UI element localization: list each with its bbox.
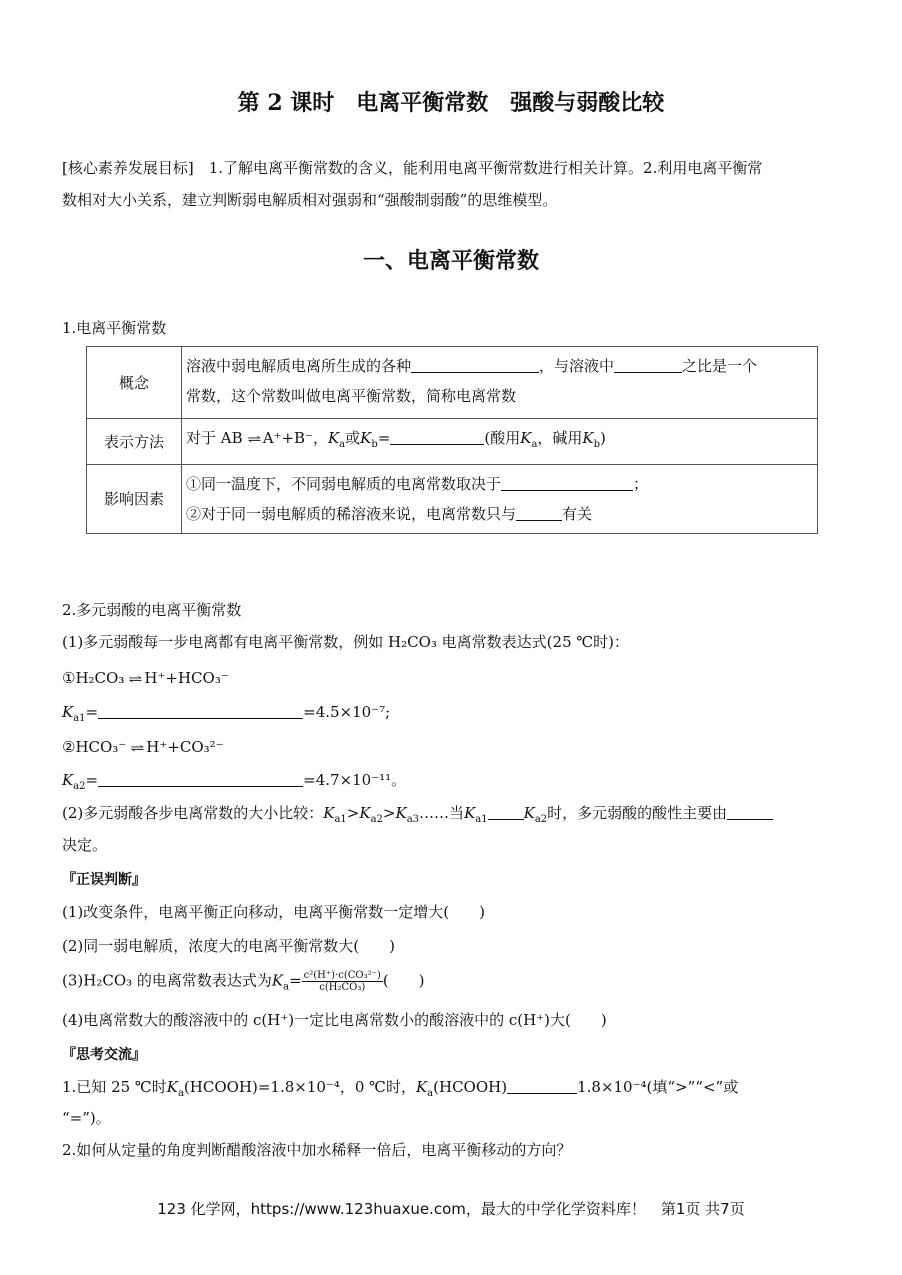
ka-symbol: K: [520, 429, 532, 447]
fill-blank[interactable]: [501, 475, 633, 491]
q3-equals: =: [289, 971, 302, 990]
p2-when: ……当: [419, 804, 465, 822]
equilibrium-arrow-icon: ⇌: [247, 432, 259, 446]
table-head-factors: 影响因素: [87, 465, 182, 534]
fill-blank[interactable]: [488, 804, 524, 820]
fraction-denominator: c(H₂CO₃): [319, 982, 366, 993]
section-title: 一、电离平衡常数: [362, 248, 539, 274]
fraction-numerator: c²(H⁺)·c(CO₃²⁻): [303, 970, 381, 981]
factor-text-2-end: 有关: [562, 505, 593, 523]
q1-text-a: 1.已知 25 ℃时: [62, 1078, 167, 1096]
gt-sign: >: [382, 804, 396, 822]
equation-2-right: H⁺+CO₃²⁻: [146, 738, 224, 756]
fill-blank[interactable]: [507, 1078, 577, 1094]
p2-mainly: 时，多元弱酸的酸性主要由: [547, 804, 728, 822]
p2-text: (2)多元弱酸各步电离常数的大小比较：: [62, 804, 324, 822]
factor-text-1: ①同一温度下，不同弱电解质的电离常数取决于: [186, 475, 502, 493]
equation-2: [62, 737, 224, 758]
concept-text-d: 常数，这个常数叫做电离平衡常数，简称电离常数: [186, 387, 517, 405]
expr-or: 或: [345, 429, 361, 447]
think-q1: [62, 1077, 738, 1104]
judge-q3: [62, 970, 425, 998]
think-q1-end: “=”)。: [62, 1109, 111, 1127]
ka-sub: a: [531, 439, 538, 450]
fill-blank[interactable]: [614, 357, 682, 373]
kb-sub: b: [593, 439, 601, 450]
item-2-heading: 2.多元弱酸的电离平衡常数: [62, 601, 242, 619]
fill-blank[interactable]: [390, 429, 484, 445]
k-symbol: K: [166, 1078, 178, 1096]
fraction: [302, 970, 383, 993]
q1-text-d: 1.8×10⁻⁴(填“>”“<”或: [577, 1078, 739, 1096]
expr-base: ，碱用: [537, 429, 583, 447]
equation-2-left: ②HCO₃⁻: [62, 738, 127, 756]
fill-blank[interactable]: [411, 357, 539, 373]
k-sub: a1: [334, 814, 347, 825]
kb-symbol: K: [582, 429, 594, 447]
ka1-line: [62, 702, 390, 729]
paragraph-2: [62, 803, 773, 830]
k-symbol: K: [271, 971, 284, 990]
judge-q4: (4)电离常数大的酸溶液中的 c(H⁺)一定比电离常数小的酸溶液中的 c(H⁺)大( ): [62, 1011, 607, 1029]
think-q2: 2.如何从定量的角度判断醋酸溶液中加水稀释一倍后，电离平衡移动的方向？: [62, 1141, 572, 1159]
concept-text-a: 溶液中弱电解质电离所生成的各种: [186, 357, 412, 375]
ka2-value: =4.7×10⁻¹¹。: [303, 771, 407, 789]
q1-text-c: (HCOOH): [433, 1078, 508, 1096]
k-sub: a2: [370, 814, 383, 825]
judge-q2: (2)同一弱电解质，浓度大的电离平衡常数大( ): [62, 937, 395, 955]
ka2-symbol: K: [62, 771, 74, 789]
table-row: [87, 465, 818, 534]
page-footer: 123 化学网，https://www.123huaxue.com，最大的中学化学资料库！ 第1页 共7页: [157, 1200, 745, 1218]
equation-1-right: H⁺+HCO₃⁻: [144, 669, 229, 687]
goals-tag: [核心素养发展目标]: [62, 159, 194, 177]
ka1-equals: =: [85, 703, 99, 721]
k-symbol: K: [415, 1078, 428, 1096]
judge-heading: 『正误判断』: [62, 872, 146, 888]
expr-close: ): [600, 429, 606, 447]
ka2-sub: a2: [73, 781, 86, 792]
paragraph-2-end: 决定。: [62, 836, 108, 854]
k-sub: a: [427, 1088, 434, 1099]
fill-blank[interactable]: [727, 804, 773, 820]
equilibrium-arrow-icon: ⇌: [130, 741, 142, 755]
expr-text: 对于 AB: [186, 429, 243, 447]
table-row: [87, 347, 818, 419]
goals-line-1: [62, 158, 762, 178]
factor-text-2: ②对于同一弱电解质的稀溶液来说，电离常数只与: [186, 505, 517, 523]
ka1-value: =4.5×10⁻⁷;: [303, 703, 391, 721]
paragraph-1: (1)多元弱酸每一步电离都有电离平衡常数，例如 H₂CO₃ 电离常数表达式(25 ℃时)：: [62, 633, 630, 651]
k-symbol: K: [323, 804, 335, 822]
k-sub: a1: [475, 814, 488, 825]
table-cell-expression: [182, 419, 818, 465]
kb-sub: b: [371, 439, 378, 450]
expr-acid: (酸用: [484, 429, 521, 447]
kb-symbol: K: [360, 429, 372, 447]
k-symbol: K: [359, 804, 371, 822]
table-head-expression: 表示方法: [87, 419, 182, 465]
concept-text-b: ，与溶液中: [539, 357, 615, 375]
equation-1: [62, 668, 229, 689]
k-symbol: K: [395, 804, 407, 822]
k-sub: a: [283, 981, 290, 993]
equation-1-left: ①H₂CO₃: [62, 669, 125, 687]
ka2-line: [62, 770, 406, 797]
think-heading: 『思考交流』: [62, 1047, 146, 1063]
k-sub: a: [177, 1088, 184, 1099]
expr-equals: =: [377, 429, 391, 447]
judge-q1: (1)改变条件，电离平衡正向移动，电离平衡常数一定增大( ): [62, 903, 485, 921]
ka1-symbol: K: [62, 703, 74, 721]
k-symbol: K: [464, 804, 476, 822]
expr-products: A⁺+B⁻，: [262, 429, 328, 447]
fill-blank[interactable]: [516, 505, 562, 521]
ka-symbol: K: [327, 429, 340, 447]
fill-blank[interactable]: [98, 703, 303, 719]
item-1-heading: 1.电离平衡常数: [62, 319, 167, 337]
fill-blank[interactable]: [98, 771, 303, 787]
table-row: [87, 419, 818, 465]
ka-sub: a: [339, 439, 346, 450]
q1-text-b: (HCOOH)=1.8×10⁻⁴，0 ℃时，: [183, 1078, 416, 1096]
table-cell-factors: [182, 465, 818, 534]
table-head-concept: 概念: [87, 347, 182, 419]
table-cell-concept: [182, 347, 818, 419]
q3-text: (3)H₂CO₃ 的电离常数表达式为: [62, 971, 272, 990]
ka1-sub: a1: [73, 713, 86, 724]
concept-text-c: 之比是一个: [682, 357, 758, 375]
goals-text-1: 1.了解电离平衡常数的含义，能利用电离平衡常数进行相关计算。2.利用电离平衡常: [208, 159, 763, 177]
k-sub: a3: [406, 814, 420, 825]
q3-paren: ( ): [382, 971, 425, 990]
k-sub: a2: [534, 814, 548, 825]
gt-sign: >: [346, 804, 360, 822]
equilibrium-arrow-icon: ⇌: [128, 672, 141, 686]
k-symbol: K: [523, 804, 535, 822]
ka2-equals: =: [85, 771, 99, 789]
factor-text-1-end: ；: [633, 475, 649, 493]
ionization-constant-table: [86, 346, 818, 534]
page-title: 第 2 课时 电离平衡常数 强酸与弱酸比较: [237, 90, 665, 116]
goals-text-2: 数相对大小关系，建立判断弱电解质相对强弱和“强酸制弱酸”的思维模型。: [62, 191, 558, 209]
